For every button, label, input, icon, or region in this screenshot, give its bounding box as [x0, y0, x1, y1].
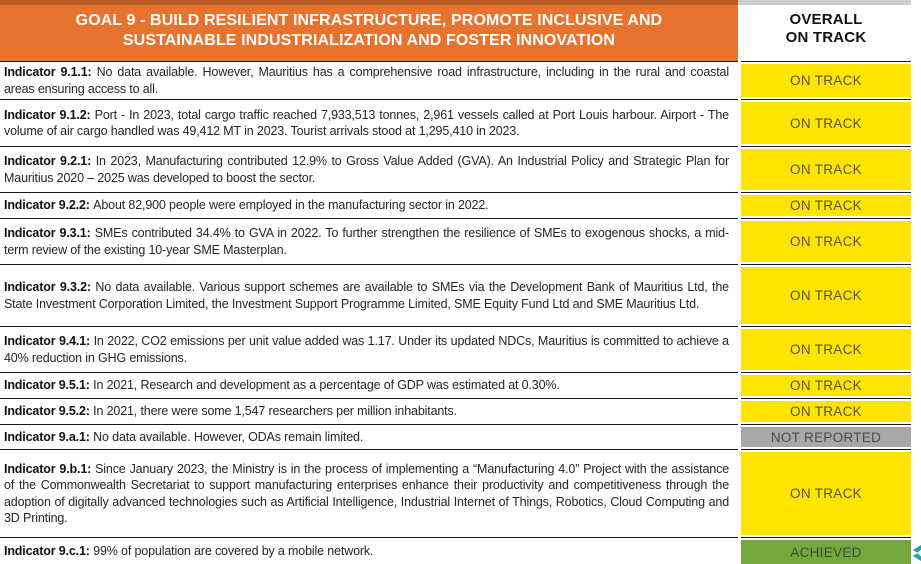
- status-cell: [741, 425, 911, 450]
- status-label: ON TRACK: [790, 198, 862, 213]
- indicator-label: Indicator 9.c.1:: [4, 543, 94, 558]
- indicator-description: In 2023, Manufacturing contributed 12.9% to Gross Value Added (GVA). An Industrial Policy and Strategic Plan for Mauritius 2020 – 2025 was developed to boost the sector.: [4, 154, 729, 185]
- status-label: ON TRACK: [790, 162, 862, 177]
- goal-title: GOAL 9 - BUILD RESILIENT INFRASTRUCTURE, PROMOTE INCLUSIVE AND SUSTAINABLE INDUSTRIALIZATION AND FOSTER INNOVATION: [75, 11, 663, 49]
- overall-status-badge: [741, 0, 911, 58]
- indicator-text-cell: [0, 100, 738, 147]
- table-row: [0, 147, 911, 193]
- status-label: ON TRACK: [790, 234, 862, 249]
- status-badge: [741, 221, 911, 262]
- indicator-text-cell: [0, 425, 738, 450]
- indicator-description: In 2021, Research and development as a percentage of GDP was estimated at 0.30%.: [93, 378, 560, 393]
- status-cell: [741, 193, 911, 219]
- indicator-text-cell: [0, 219, 738, 265]
- status-cell: [741, 147, 911, 193]
- status-cell: [741, 538, 911, 564]
- goal-title-cell: [0, 0, 738, 62]
- table-row: [0, 193, 911, 219]
- indicator-text: [4, 197, 729, 214]
- indicator-text-cell: [0, 327, 738, 373]
- status-badge: [741, 64, 911, 97]
- status-cell: [741, 327, 911, 373]
- indicator-text-cell: [0, 373, 738, 399]
- decorative-fragment-icon: [912, 545, 921, 561]
- indicator-description: No data available. However, ODAs remain limited.: [93, 429, 364, 444]
- indicator-rows: [0, 62, 911, 564]
- status-cell: [741, 219, 911, 265]
- status-label: ON TRACK: [790, 115, 862, 131]
- indicator-description: SMEs contributed 34.4% to GVA in 2022. To further strengthen the resilience of SMEs to exogenous shocks, a mid-term review of the existing 10-year SME Masterplan.: [4, 226, 729, 257]
- indicator-text: [4, 64, 729, 97]
- table-row: [0, 265, 911, 327]
- indicator-description: About 82,900 people were employed in the manufacturing sector in 2022.: [93, 198, 489, 213]
- table-row: [0, 373, 911, 399]
- indicator-label: Indicator 9.5.1:: [4, 378, 94, 393]
- status-cell: [741, 62, 911, 100]
- indicator-text: [4, 225, 729, 258]
- table-row: [0, 425, 911, 450]
- indicator-text: [4, 107, 729, 140]
- indicator-label: Indicator 9.b.1:: [4, 461, 96, 476]
- status-badge: [741, 540, 911, 564]
- overall-status-cell: [741, 0, 911, 62]
- indicator-text-cell: [0, 265, 738, 327]
- status-badge: [741, 267, 911, 324]
- status-label: ON TRACK: [790, 288, 862, 303]
- indicator-description: Port - In 2023, total cargo traffic reached 7,933,513 tonnes, 2,961 vessels called at Port Louis harbour. Airport - The volume of air cargo handled was 49,412 MT in 2023. Tourist arrivals stood at 1,295,410 in 2023.: [4, 107, 729, 138]
- status-badge: [741, 149, 911, 190]
- status-cell: [741, 265, 911, 327]
- indicator-text: [4, 461, 729, 527]
- status-label: ON TRACK: [790, 342, 862, 357]
- indicator-description: In 2021, there were some 1,547 researchers per million inhabitants.: [93, 404, 457, 419]
- table-row: [0, 62, 911, 100]
- indicator-description: Since January 2023, the Ministry is in the process of implementing a “Manufacturing 4.0” Project with the assistance of the Commonwealth Secretariat to support manufacturing enterprises enhance their productivity and competitiveness through the adoption of digitally advanced technologies such as Artificial Intelligence, Industrial Internet of Things, Robotics, Cloud Computing and 3D Printing.: [4, 461, 729, 525]
- status-cell: [741, 450, 911, 538]
- indicator-label: Indicator 9.3.2:: [4, 280, 96, 294]
- indicator-text: [4, 153, 729, 186]
- status-label: ON TRACK: [790, 486, 862, 501]
- indicator-text-cell: [0, 147, 738, 193]
- indicator-label: Indicator 9.2.2:: [4, 198, 94, 213]
- indicator-label: Indicator 9.3.1:: [4, 226, 95, 240]
- table-header-row: [0, 0, 911, 62]
- indicator-text: [4, 377, 729, 394]
- indicator-description: In 2022, CO2 emissions per unit value added was 1.17. Under its updated NDCs, Mauritius is committed to achieve a 40% reduction in GHG emissions.: [4, 334, 729, 365]
- status-label: ON TRACK: [790, 404, 862, 419]
- indicator-text-cell: [0, 399, 738, 425]
- status-badge: [741, 375, 911, 396]
- indicator-text: [4, 429, 729, 446]
- status-label: ON TRACK: [790, 73, 862, 88]
- indicator-text-cell: [0, 193, 738, 219]
- indicator-label: Indicator 9.2.1:: [4, 154, 96, 168]
- indicator-label: Indicator 9.4.1:: [4, 334, 94, 348]
- indicator-description: 99% of population are covered by a mobile network.: [93, 543, 374, 558]
- status-badge: [741, 195, 911, 216]
- status-badge: [741, 329, 911, 370]
- status-label: NOT REPORTED: [770, 429, 882, 445]
- indicator-text: [4, 279, 729, 312]
- status-label: ACHIEVED: [790, 544, 862, 560]
- table-row: [0, 450, 911, 538]
- table-row: [0, 327, 911, 373]
- status-badge: [741, 427, 911, 447]
- status-cell: [741, 399, 911, 425]
- status-cell: [741, 373, 911, 399]
- indicator-label: Indicator 9.1.1:: [4, 65, 97, 79]
- indicator-label: Indicator 9.5.2:: [4, 404, 94, 419]
- status-cell: [741, 100, 911, 147]
- table-row: [0, 100, 911, 147]
- status-badge: [741, 401, 911, 422]
- overall-status-line1: OVERALL: [789, 10, 863, 28]
- status-badge: [741, 102, 911, 144]
- indicator-label: Indicator 9.1.2:: [4, 107, 95, 122]
- indicator-description: No data available. However, Mauritius has a comprehensive road infrastructure, including in the rural and coastal areas ensuring access to all.: [4, 65, 729, 96]
- indicator-text: [4, 403, 729, 420]
- indicator-text-cell: [0, 538, 738, 564]
- table-row: [0, 219, 911, 265]
- table-row: [0, 399, 911, 425]
- indicator-description: No data available. Various support schemes are available to SMEs via the Development Bank of Mauritius Ltd, the State Investment Corporation Limited, the Investment Support Programme Limited, SME Equity Fund Ltd and SME Mauritius Ltd.: [4, 280, 729, 311]
- status-badge: [741, 452, 911, 535]
- indicator-label: Indicator 9.a.1:: [4, 429, 94, 444]
- status-label: ON TRACK: [790, 378, 862, 393]
- indicator-text-cell: [0, 450, 738, 538]
- indicator-text: [4, 333, 729, 366]
- overall-status-line2: ON TRACK: [785, 29, 867, 46]
- indicator-text-cell: [0, 62, 738, 100]
- table-row: [0, 538, 911, 564]
- indicator-text: [4, 543, 729, 560]
